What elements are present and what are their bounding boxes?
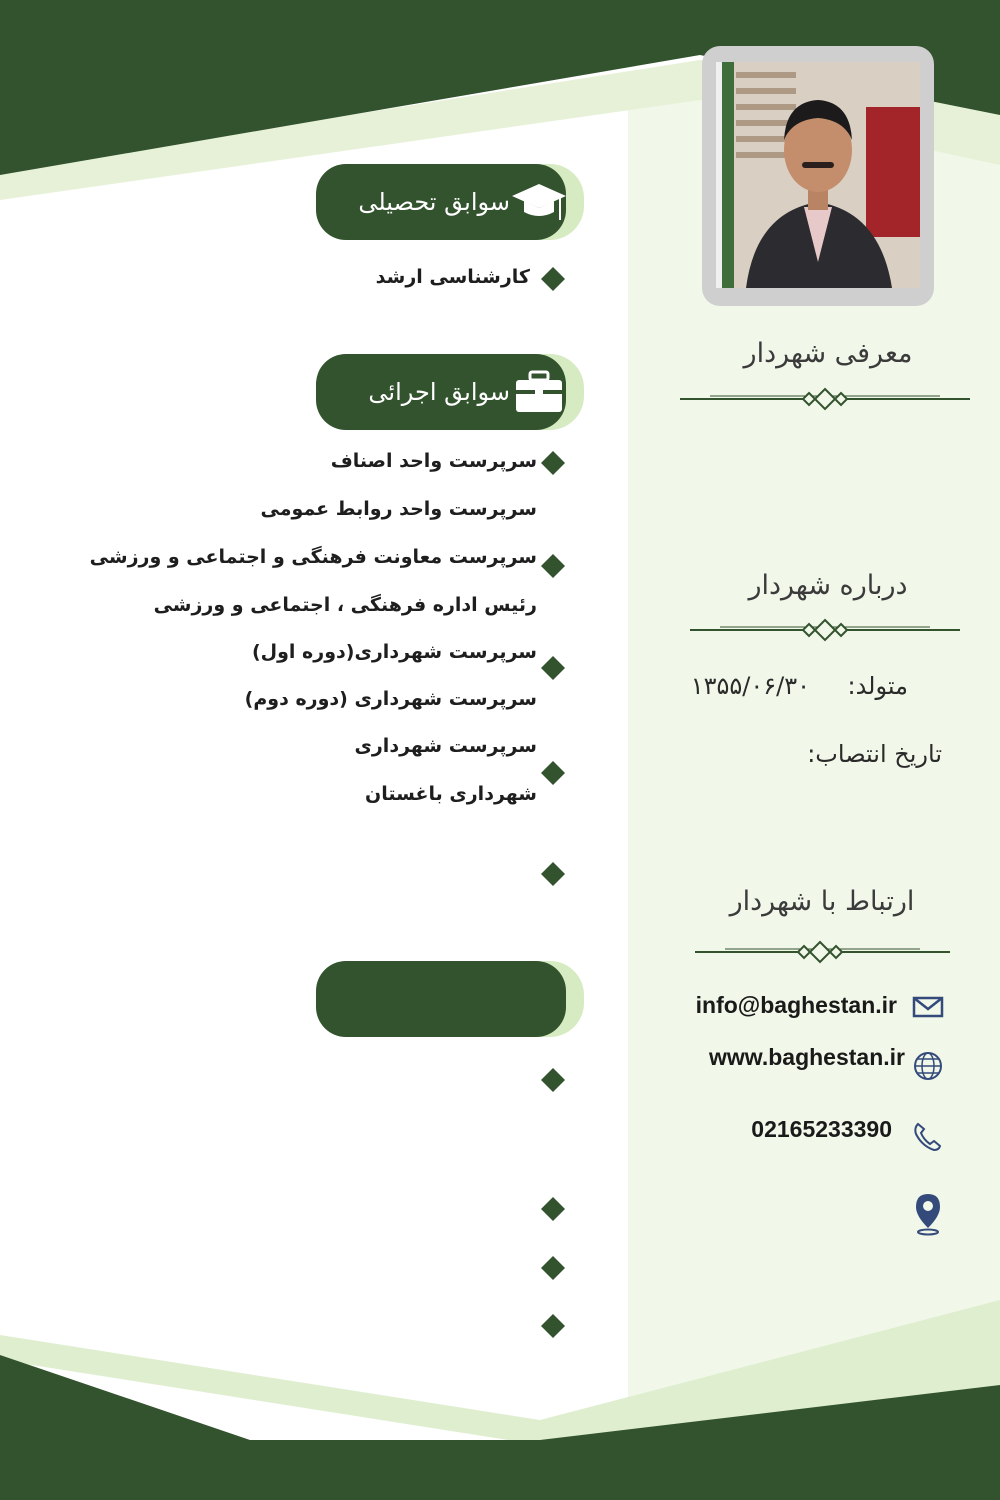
experience-item: سرپرست شهرداری [354,735,537,757]
phone-icon [912,1120,942,1152]
bullet-diamond [540,266,566,292]
bullet-diamond [540,1196,566,1222]
ornament-divider [690,618,980,642]
experience-item: سرپرست واحد روابط عمومی [260,498,537,520]
experience-item: سرپرست شهرداری(دوره اول) [251,641,537,663]
briefcase-icon [510,368,568,416]
about-title: درباره شهردار [748,570,908,601]
bullet-diamond [540,450,566,476]
bullet-diamond [540,861,566,887]
experience-item: سرپرست شهرداری (دوره دوم) [244,688,537,710]
experience-item: رئیس اداره فرهنگی ، اجتماعی و ورزشی [153,594,537,616]
experience-item: شهرداری باغستان [365,783,537,805]
appointment-label: تاریخ انتصاب: [807,740,942,768]
birth-date: ۱۳۵۵/۰۶/۳۰ [690,672,810,700]
graduation-cap-icon [510,178,568,226]
bullet-diamond [540,553,566,579]
location-pin-icon [914,1192,942,1236]
contact-website[interactable]: www.baghestan.ir [709,1044,905,1070]
contact-title: ارتباط با شهردار [729,886,915,917]
ornament-divider [695,940,985,964]
mail-icon [912,995,944,1019]
contact-email[interactable]: info@baghestan.ir [695,992,897,1018]
education-header [316,164,584,240]
education-item: کارشناسی ارشد [375,266,530,288]
birth-label: متولد: [847,672,908,700]
bullet-diamond [540,655,566,681]
contact-phone[interactable]: 02165233390 [751,1116,892,1142]
portrait-frame [702,46,934,306]
experience-item: سرپرست واحد اصناف [330,450,537,472]
experience-item: سرپرست معاونت فرهنگی و اجتماعی و ورزشی [89,546,537,568]
experience-header [316,354,584,430]
experience-title: سوابق اجرائی [368,378,510,406]
mayor-portrait [716,62,920,288]
bullet-diamond [540,1313,566,1339]
bullet-diamond [540,1255,566,1281]
intro-title: معرفی شهردار [743,338,913,369]
bullet-diamond [540,1067,566,1093]
ornament-divider [680,387,970,411]
bullet-diamond [540,760,566,786]
third-section-header [316,961,584,1037]
globe-icon [912,1050,944,1082]
education-title: سوابق تحصیلی [358,188,510,216]
